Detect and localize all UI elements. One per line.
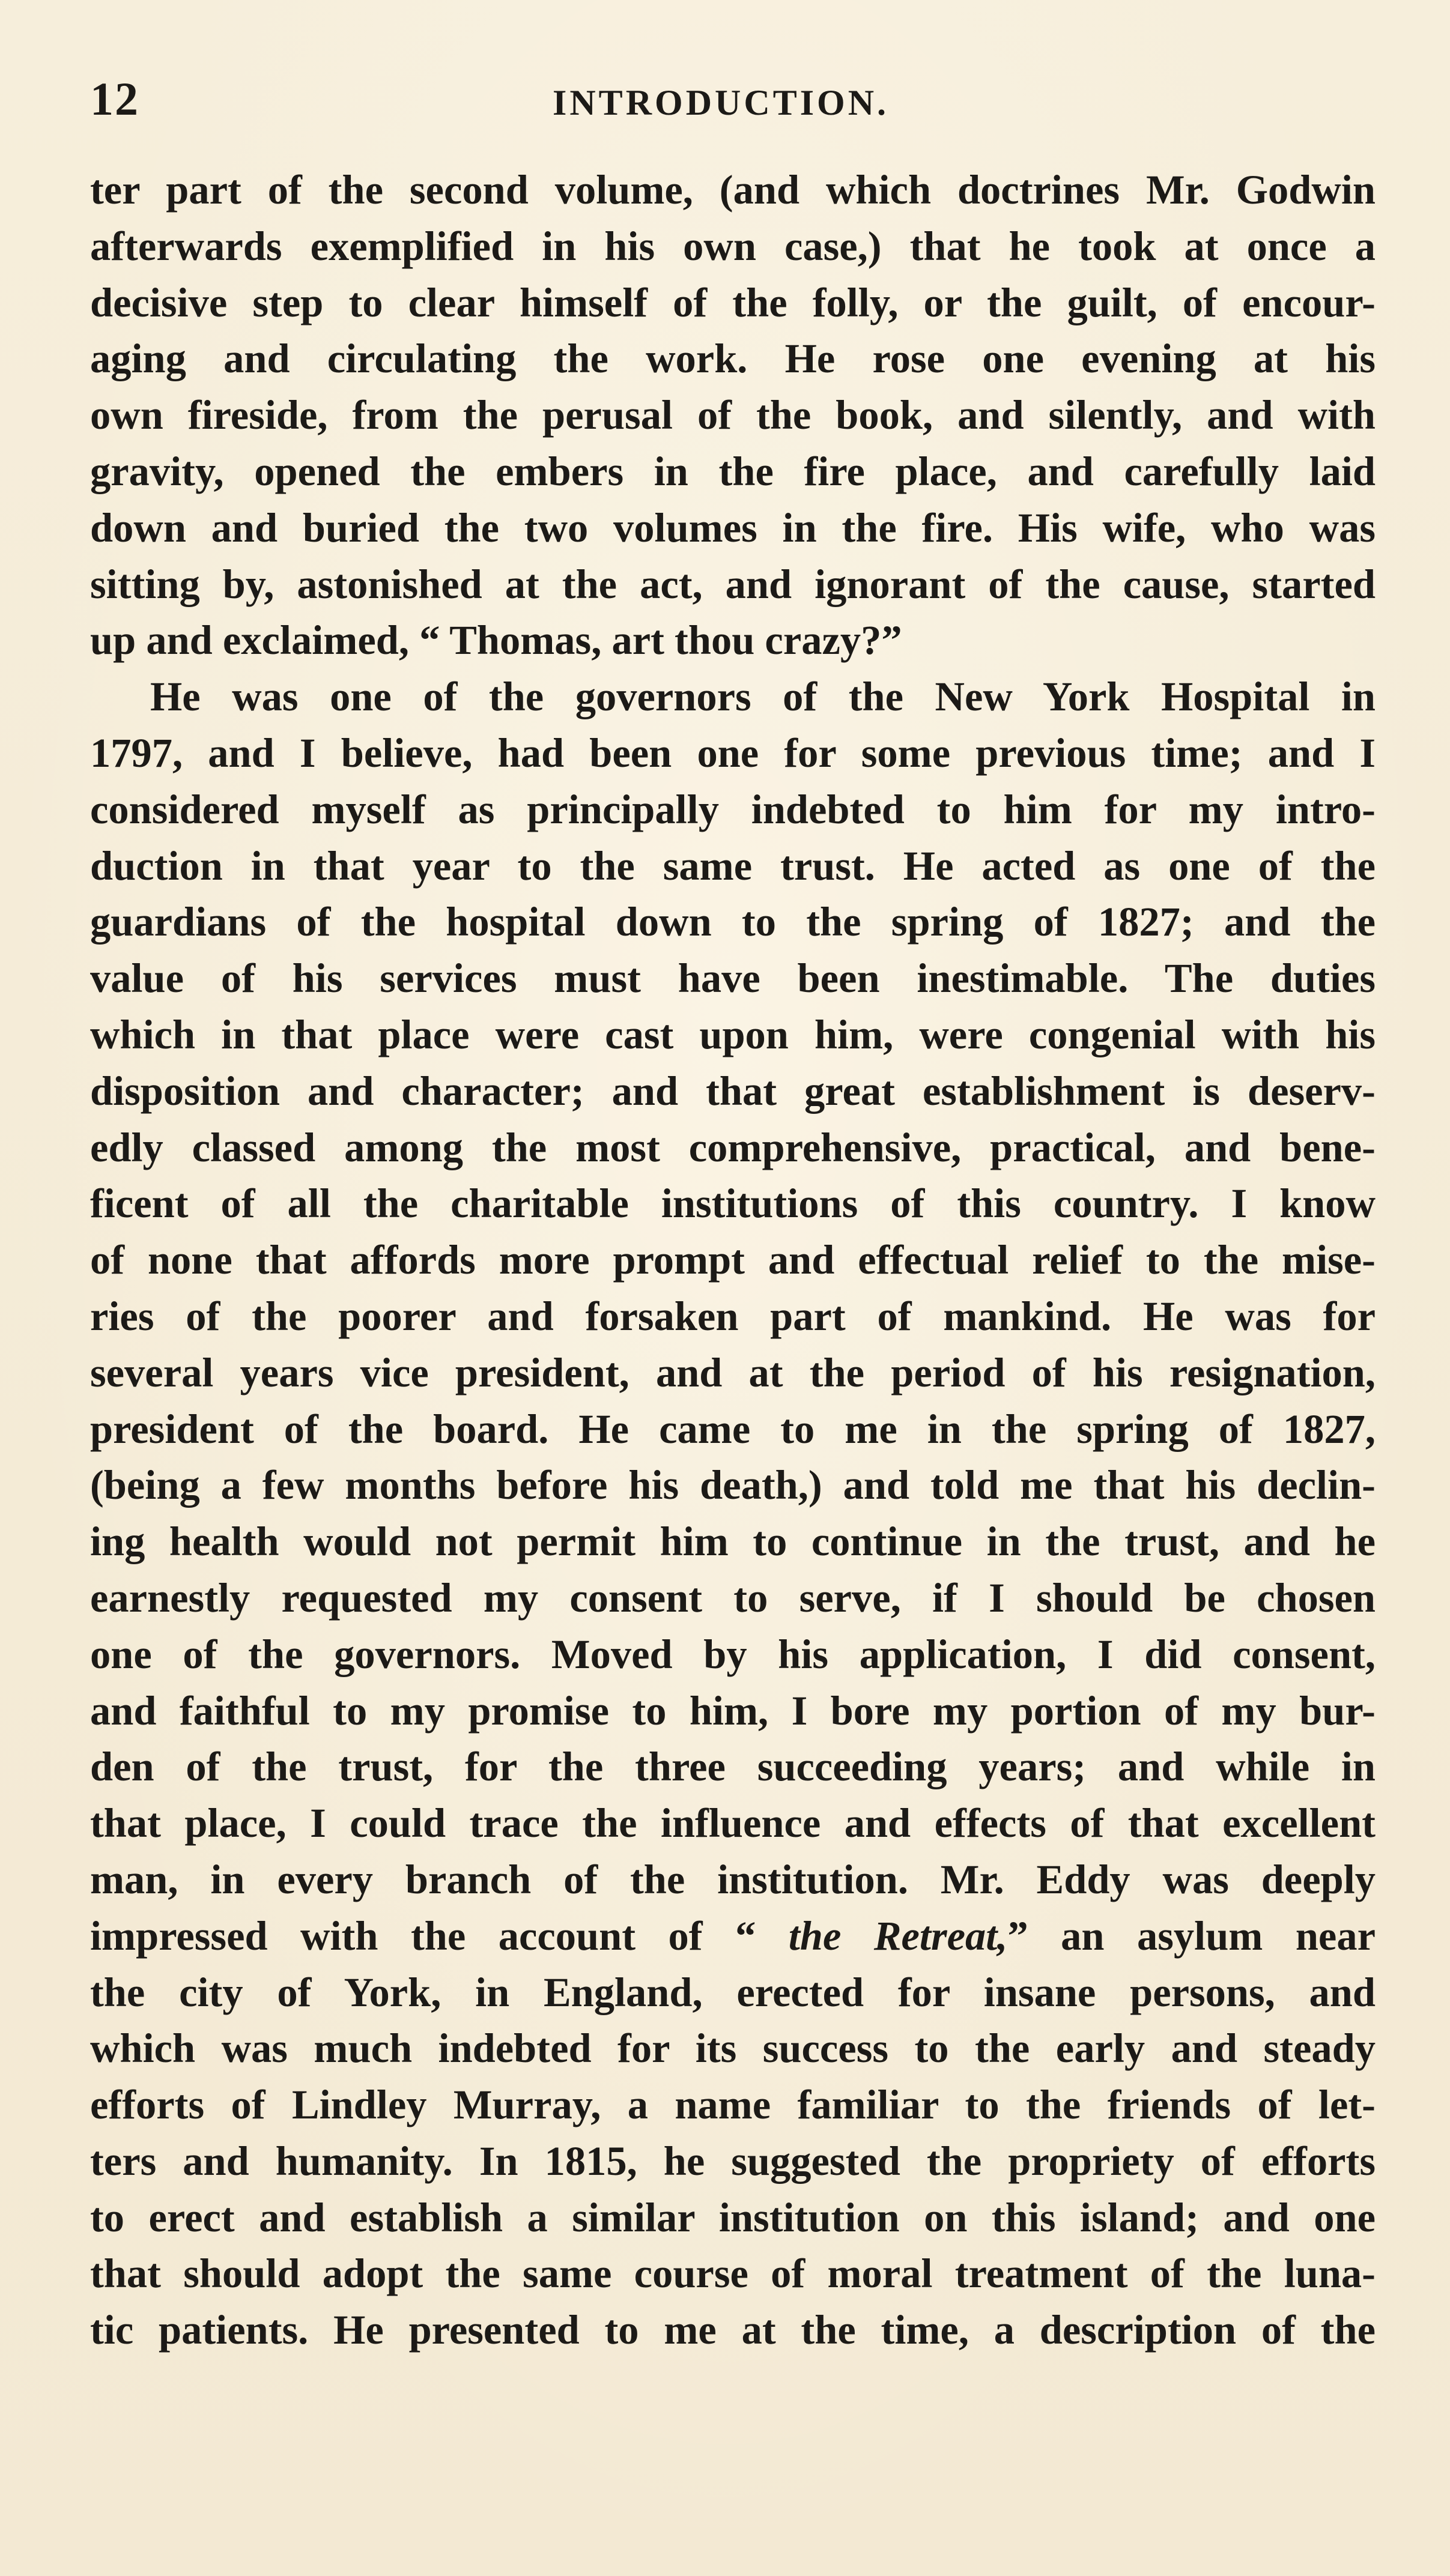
text-line: which in that place were cast upon him, were congenial with his xyxy=(90,1011,1376,1057)
text-line: duction in that year to the same trust. He acted as one of the xyxy=(90,842,1376,889)
text-line: man, in every branch of the institution. Mr. Eddy was deeply xyxy=(90,1856,1376,1902)
text-line: ries of the poorer and forsaken part of mankind. He was for xyxy=(90,1293,1376,1339)
text-line: own fireside, from the perusal of the book, and silently, and with xyxy=(90,392,1376,438)
text-line: ters and humanity. In 1815, he suggested the propriety of efforts xyxy=(90,2138,1376,2184)
text-line: impressed with the account of “ the Retreat,” an asylum near xyxy=(90,1912,1376,1959)
text-line: sitting by, astonished at the act, and ignorant of the cause, started xyxy=(90,561,1376,607)
text-line: and faithful to my promise to him, I bore my portion of my bur- xyxy=(90,1687,1376,1734)
text-line: (being a few months before his death,) and told me that his declin- xyxy=(90,1462,1376,1508)
running-head: INTRODUCTION. xyxy=(553,83,890,122)
text-line: that place, I could trace the influence and effects of that excellent xyxy=(90,1800,1376,1846)
text-line: considered myself as principally indebted to him for my intro- xyxy=(90,786,1376,832)
text-line: 1797, and I believe, had been one for some previous time; and I xyxy=(90,730,1376,776)
text-line: gravity, opened the embers in the fire place, and carefully laid xyxy=(90,448,1376,494)
text-line: to erect and establish a similar institution on this island; and one xyxy=(90,2194,1376,2240)
text-line: president of the board. He came to me in the spring of 1827, xyxy=(90,1406,1376,1452)
text-line: He was one of the governors of the New York Hospital in xyxy=(150,674,1376,720)
text-line: up and exclaimed, “ Thomas, art thou crazy?” xyxy=(90,617,902,664)
text-line: afterwards exemplified in his own case,) that he took at once a xyxy=(90,223,1376,269)
paragraph xyxy=(90,669,1376,2359)
text-line: one of the governors. Moved by his application, I did consent, xyxy=(90,1631,1376,1677)
text-line: value of his services must have been inestimable. The duties xyxy=(90,955,1376,1002)
paragraph xyxy=(90,162,1376,669)
page-header xyxy=(0,66,1450,132)
text-line: edly classed among the most comprehensive, practical, and bene- xyxy=(90,1124,1376,1170)
text-line: decisive step to clear himself of the folly, or the guilt, of encour- xyxy=(90,279,1376,325)
text-line: which was much indebted for its success to the early and steady xyxy=(90,2025,1376,2072)
text-line: guardians of the hospital down to the spring of 1827; and the xyxy=(90,899,1376,945)
text-line: the city of York, in England, erected for insane persons, and xyxy=(90,1969,1376,2015)
text-line: ter part of the second volume, (and which doctrines Mr. Godwin xyxy=(90,167,1376,213)
text-line: aging and circulating the work. He rose one evening at his xyxy=(90,336,1376,382)
text-line: that should adopt the same course of moral treatment of the luna- xyxy=(90,2251,1376,2297)
text-line: ficent of all the charitable institutions of this country. I know xyxy=(90,1181,1376,1227)
text-line: den of the trust, for the three succeeding years; and while in xyxy=(90,1744,1376,1790)
text-line: efforts of Lindley Murray, a name familiar to the friends of let- xyxy=(90,2082,1376,2128)
text-line: ing health would not permit him to continue in the trust, and he xyxy=(90,1519,1376,1565)
body-text xyxy=(90,162,1376,2359)
page-number: 12 xyxy=(90,73,139,125)
text-line: tic patients. He presented to me at the time, a description of the xyxy=(90,2307,1376,2353)
text-line: earnestly requested my consent to serve, if I should be chosen xyxy=(90,1574,1376,1621)
text-line: several years vice president, and at the period of his resignation, xyxy=(90,1349,1376,1395)
text-line: down and buried the two volumes in the fire. His wife, who was xyxy=(90,504,1376,551)
text-line: disposition and character; and that great establishment is deserv- xyxy=(90,1068,1376,1114)
text-line: of none that affords more prompt and effectual relief to the mise- xyxy=(90,1237,1376,1283)
